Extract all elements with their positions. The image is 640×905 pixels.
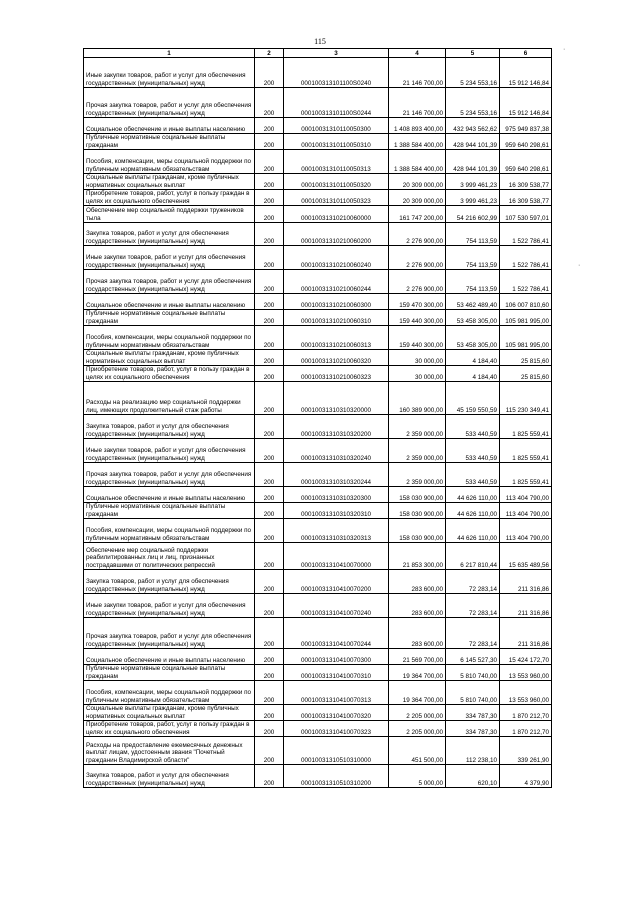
budget-classification-code-cell: 00010031310310320240 [284,439,389,463]
approved-amount-cell: 20 309 000,00 [389,190,446,206]
unexecuted-amount-cell: 105 981 995,00 [500,310,552,326]
line-code-cell: 200 [255,463,284,487]
table-row [84,350,552,366]
table-row [84,190,552,206]
expense-name-cell: Социальное обеспечение и иные выплаты населению [84,294,255,310]
expense-name-cell: Иные закупки товаров, работ и услуг для обеспечения государственных (муниципальных) нужд [84,594,255,618]
executed-amount-cell: 4 184,40 [446,350,500,366]
expense-name-cell: Публичные нормативные социальные выплаты гражданам [84,310,255,326]
budget-classification-code-cell: 00010031310410070320 [284,705,389,721]
executed-amount-cell: 533 440,59 [446,463,500,487]
budget-classification-code-cell: 00010031310510310200 [284,765,389,788]
page-number: 115 [314,37,326,46]
line-code-cell: 200 [255,519,284,543]
table-row [84,503,552,519]
budget-execution-table [83,48,552,788]
scan-mark: · [563,46,566,53]
expense-name-cell: Публичные нормативные социальные выплаты гражданам [84,665,255,681]
unexecuted-amount-cell: 959 640 298,61 [500,150,552,174]
expense-name-cell: Приобретение товаров, работ, услуг в пользу граждан в целях их социального обеспечения [84,366,255,382]
line-code-cell: 200 [255,326,284,350]
executed-amount-cell: 72 283,14 [446,570,500,594]
line-code-cell: 200 [255,88,284,118]
executed-amount-cell: 5 234 553,16 [446,88,500,118]
table-row [84,765,552,788]
executed-amount-cell: 754 113,59 [446,223,500,246]
unexecuted-amount-cell: 25 815,60 [500,350,552,366]
budget-classification-code-cell: 00010031310410070300 [284,649,389,665]
approved-amount-cell: 2 276 900,00 [389,246,446,270]
approved-amount-cell: 160 389 900,00 [389,382,446,415]
table-row [84,246,552,270]
unexecuted-amount-cell: 113 404 790,00 [500,519,552,543]
unexecuted-amount-cell: 339 261,90 [500,737,552,765]
budget-classification-code-cell: 00010031310410070244 [284,618,389,649]
executed-amount-cell: 72 283,14 [446,594,500,618]
expense-name-cell: Публичные нормативные социальные выплаты гражданам [84,134,255,150]
executed-amount-cell: 54 216 602,99 [446,206,500,223]
line-code-cell: 200 [255,570,284,594]
executed-amount-cell: 428 944 101,39 [446,134,500,150]
table-row [84,681,552,705]
expense-name-cell: Пособия, компенсации, меры социальной поддержки по публичным нормативным обязательствам [84,326,255,350]
expense-name-cell: Обеспечение мер социальной поддержки тружеников тыла [84,206,255,223]
executed-amount-cell: 112 238,10 [446,737,500,765]
table-row [84,58,552,88]
table-row [84,310,552,326]
line-code-cell: 200 [255,415,284,439]
table-row [84,118,552,134]
executed-amount-cell: 53 458 305,00 [446,310,500,326]
table-row [84,665,552,681]
approved-amount-cell: 1 408 893 400,00 [389,118,446,134]
unexecuted-amount-cell: 15 424 172,70 [500,649,552,665]
approved-amount-cell: 21 569 700,00 [389,649,446,665]
executed-amount-cell: 3 999 461,23 [446,190,500,206]
budget-classification-code-cell: 000100313101100S0240 [284,58,389,88]
table-row [84,366,552,382]
unexecuted-amount-cell: 1 522 786,41 [500,223,552,246]
expense-name-cell: Социальное обеспечение и иные выплаты населению [84,649,255,665]
approved-amount-cell: 19 364 700,00 [389,665,446,681]
executed-amount-cell: 44 626 110,00 [446,519,500,543]
executed-amount-cell: 533 440,59 [446,439,500,463]
table-row [84,294,552,310]
line-code-cell: 200 [255,721,284,737]
budget-classification-code-cell: 00010031310410070310 [284,665,389,681]
executed-amount-cell: 72 283,14 [446,618,500,649]
table-row [84,88,552,118]
expense-name-cell: Прочая закупка товаров, работ и услуг для обеспечения государственных (муниципальных) нужд [84,618,255,649]
table-row [84,737,552,765]
executed-amount-cell: 5 810 740,00 [446,681,500,705]
column-number: 5 [446,49,500,58]
budget-classification-code-cell: 00010031310410070000 [284,543,389,570]
line-code-cell: 200 [255,439,284,463]
unexecuted-amount-cell: 975 949 837,38 [500,118,552,134]
expense-name-cell: Публичные нормативные социальные выплаты гражданам [84,503,255,519]
unexecuted-amount-cell: 105 981 995,00 [500,326,552,350]
expense-name-cell: Социальное обеспечение и иные выплаты населению [84,487,255,503]
budget-classification-code-cell: 00010031310410070240 [284,594,389,618]
line-code-cell: 200 [255,382,284,415]
executed-amount-cell: 754 113,59 [446,246,500,270]
column-number: 6 [500,49,552,58]
budget-classification-code-cell: 00010031310210060320 [284,350,389,366]
expense-name-cell: Пособия, компенсации, меры социальной поддержки по публичным нормативным обязательствам [84,519,255,543]
budget-classification-code-cell: 00010031310110050310 [284,134,389,150]
unexecuted-amount-cell: 1 522 786,41 [500,246,552,270]
unexecuted-amount-cell: 1 825 559,41 [500,463,552,487]
budget-classification-code-cell: 00010031310210060000 [284,206,389,223]
approved-amount-cell: 30 000,00 [389,350,446,366]
executed-amount-cell: 620,10 [446,765,500,788]
line-code-cell: 200 [255,350,284,366]
line-code-cell: 200 [255,223,284,246]
unexecuted-amount-cell: 25 815,60 [500,366,552,382]
table-row [84,487,552,503]
approved-amount-cell: 159 440 300,00 [389,326,446,350]
approved-amount-cell: 283 600,00 [389,594,446,618]
line-code-cell: 200 [255,294,284,310]
unexecuted-amount-cell: 4 379,90 [500,765,552,788]
expense-name-cell: Прочая закупка товаров, работ и услуг для обеспечения государственных (муниципальных) нужд [84,463,255,487]
line-code-cell: 200 [255,503,284,519]
expense-name-cell: Иные закупки товаров, работ и услуг для обеспечения государственных (муниципальных) нужд [84,439,255,463]
approved-amount-cell: 2 359 000,00 [389,415,446,439]
budget-classification-code-cell: 00010031310310320300 [284,487,389,503]
unexecuted-amount-cell: 211 316,86 [500,618,552,649]
unexecuted-amount-cell: 16 309 538,77 [500,174,552,190]
expense-name-cell: Социальные выплаты гражданам, кроме публичных нормативных социальных выплат [84,174,255,190]
budget-classification-code-cell: 00010031310310320200 [284,415,389,439]
executed-amount-cell: 45 159 550,59 [446,382,500,415]
executed-amount-cell: 334 787,30 [446,721,500,737]
executed-amount-cell: 432 943 562,62 [446,118,500,134]
unexecuted-amount-cell: 211 316,86 [500,570,552,594]
executed-amount-cell: 6 217 810,44 [446,543,500,570]
budget-classification-code-cell: 00010031310310320310 [284,503,389,519]
expense-name-cell: Пособия, компенсации, меры социальной поддержки по публичным нормативным обязательствам [84,150,255,174]
executed-amount-cell: 6 145 527,30 [446,649,500,665]
line-code-cell: 200 [255,366,284,382]
executed-amount-cell: 3 999 461,23 [446,174,500,190]
approved-amount-cell: 2 205 000,00 [389,721,446,737]
budget-classification-code-cell: 00010031310110050323 [284,190,389,206]
line-code-cell: 200 [255,594,284,618]
executed-amount-cell: 44 626 110,00 [446,503,500,519]
budget-classification-code-cell: 00010031310210060300 [284,294,389,310]
expense-name-cell: Иные закупки товаров, работ и услуг для обеспечения государственных (муниципальных) нужд [84,246,255,270]
expense-name-cell: Социальное обеспечение и иные выплаты населению [84,118,255,134]
line-code-cell: 200 [255,174,284,190]
line-code-cell: 200 [255,665,284,681]
budget-classification-code-cell: 00010031310110050300 [284,118,389,134]
approved-amount-cell: 2 205 000,00 [389,705,446,721]
table-row [84,463,552,487]
budget-classification-code-cell: 00010031310310320313 [284,519,389,543]
unexecuted-amount-cell: 959 640 298,61 [500,134,552,150]
table-row [84,223,552,246]
column-number: 3 [284,49,389,58]
expense-name-cell: Расходы на реализацию мер социальной поддержки лиц, имеющих продолжительный стаж работы [84,382,255,415]
expense-name-cell: Закупка товаров, работ и услуг для обеспечения государственных (муниципальных) нужд [84,765,255,788]
line-code-cell: 200 [255,150,284,174]
approved-amount-cell: 21 146 700,00 [389,88,446,118]
expense-name-cell: Закупка товаров, работ и услуг для обеспечения государственных (муниципальных) нужд [84,570,255,594]
expense-name-cell: Закупка товаров, работ и услуг для обеспечения государственных (муниципальных) нужд [84,415,255,439]
unexecuted-amount-cell: 113 404 790,00 [500,503,552,519]
line-code-cell: 200 [255,118,284,134]
table-row [84,415,552,439]
line-code-cell: 200 [255,134,284,150]
executed-amount-cell: 44 626 110,00 [446,487,500,503]
budget-classification-code-cell: 00010031310310320000 [284,382,389,415]
expense-name-cell: Социальные выплаты гражданам, кроме публичных нормативных социальных выплат [84,350,255,366]
budget-classification-code-cell: 00010031310210060323 [284,366,389,382]
unexecuted-amount-cell: 115 230 349,41 [500,382,552,415]
column-number-row [84,49,552,58]
executed-amount-cell: 428 944 101,39 [446,150,500,174]
budget-classification-code-cell: 00010031310110050313 [284,150,389,174]
unexecuted-amount-cell: 1 825 559,41 [500,415,552,439]
expense-name-cell: Социальные выплаты гражданам, кроме публичных нормативных социальных выплат [84,705,255,721]
budget-classification-code-cell: 00010031310210060310 [284,310,389,326]
executed-amount-cell: 533 440,59 [446,415,500,439]
unexecuted-amount-cell: 15 912 146,84 [500,58,552,88]
expense-name-cell: Прочая закупка товаров, работ и услуг для обеспечения государственных (муниципальных) нужд [84,88,255,118]
unexecuted-amount-cell: 211 316,86 [500,594,552,618]
expense-name-cell: Приобретение товаров, работ, услуг в пользу граждан в целях их социального обеспечения [84,721,255,737]
approved-amount-cell: 19 364 700,00 [389,681,446,705]
unexecuted-amount-cell: 13 553 960,00 [500,665,552,681]
unexecuted-amount-cell: 1 870 212,70 [500,705,552,721]
executed-amount-cell: 53 458 305,00 [446,326,500,350]
approved-amount-cell: 159 440 300,00 [389,310,446,326]
line-code-cell: 200 [255,765,284,788]
approved-amount-cell: 451 500,00 [389,737,446,765]
executed-amount-cell: 53 462 489,40 [446,294,500,310]
table-row [84,174,552,190]
approved-amount-cell: 283 600,00 [389,618,446,649]
table-row [84,705,552,721]
approved-amount-cell: 158 030 900,00 [389,503,446,519]
unexecuted-amount-cell: 106 007 810,60 [500,294,552,310]
table-row [84,570,552,594]
line-code-cell: 200 [255,310,284,326]
table-row [84,618,552,649]
line-code-cell: 200 [255,487,284,503]
line-code-cell: 200 [255,649,284,665]
budget-classification-code-cell: 00010031310110050320 [284,174,389,190]
approved-amount-cell: 5 000,00 [389,765,446,788]
approved-amount-cell: 283 600,00 [389,570,446,594]
approved-amount-cell: 158 030 900,00 [389,519,446,543]
column-number: 2 [255,49,284,58]
approved-amount-cell: 158 030 900,00 [389,487,446,503]
table-row [84,134,552,150]
unexecuted-amount-cell: 1 825 559,41 [500,439,552,463]
executed-amount-cell: 5 234 553,16 [446,58,500,88]
approved-amount-cell: 2 276 900,00 [389,270,446,294]
budget-classification-code-cell: 00010031310310320244 [284,463,389,487]
approved-amount-cell: 2 359 000,00 [389,463,446,487]
budget-classification-code-cell: 00010031310210060240 [284,246,389,270]
scan-mark: · [578,262,581,269]
approved-amount-cell: 21 146 700,00 [389,58,446,88]
executed-amount-cell: 4 184,40 [446,366,500,382]
approved-amount-cell: 1 388 584 400,00 [389,134,446,150]
table-row [84,543,552,570]
table-row [84,519,552,543]
approved-amount-cell: 1 388 584 400,00 [389,150,446,174]
expense-name-cell: Иные закупки товаров, работ и услуг для обеспечения государственных (муниципальных) нужд [84,58,255,88]
budget-classification-code-cell: 00010031310410070323 [284,721,389,737]
approved-amount-cell: 21 853 300,00 [389,543,446,570]
executed-amount-cell: 5 810 740,00 [446,665,500,681]
line-code-cell: 200 [255,618,284,649]
line-code-cell: 200 [255,206,284,223]
unexecuted-amount-cell: 16 309 538,77 [500,190,552,206]
column-number: 4 [389,49,446,58]
line-code-cell: 200 [255,705,284,721]
table-row [84,206,552,223]
line-code-cell: 200 [255,58,284,88]
line-code-cell: 200 [255,270,284,294]
line-code-cell: 200 [255,246,284,270]
unexecuted-amount-cell: 15 635 489,56 [500,543,552,570]
table-row [84,721,552,737]
table-row [84,594,552,618]
table-row [84,326,552,350]
expense-name-cell: Приобретение товаров, работ, услуг в пользу граждан в целях их социального обеспечения [84,190,255,206]
unexecuted-amount-cell: 1 522 786,41 [500,270,552,294]
unexecuted-amount-cell: 113 404 790,00 [500,487,552,503]
budget-classification-code-cell: 00010031310210060244 [284,270,389,294]
table-row [84,150,552,174]
unexecuted-amount-cell: 13 553 960,00 [500,681,552,705]
approved-amount-cell: 2 276 900,00 [389,223,446,246]
line-code-cell: 200 [255,190,284,206]
column-number: 1 [84,49,255,58]
expense-name-cell: Расходы на предоставление ежемесячных денежных выплат лицам, удостоенным звания "Почетный гражданин Владимирской области" [84,737,255,765]
budget-classification-code-cell: 00010031310210060200 [284,223,389,246]
unexecuted-amount-cell: 107 530 597,01 [500,206,552,223]
approved-amount-cell: 30 000,00 [389,366,446,382]
expense-name-cell: Прочая закупка товаров, работ и услуг для обеспечения государственных (муниципальных) нужд [84,270,255,294]
line-code-cell: 200 [255,737,284,765]
approved-amount-cell: 20 309 000,00 [389,174,446,190]
line-code-cell: 200 [255,681,284,705]
table-row [84,270,552,294]
approved-amount-cell: 159 470 300,00 [389,294,446,310]
executed-amount-cell: 334 787,30 [446,705,500,721]
unexecuted-amount-cell: 1 870 212,70 [500,721,552,737]
budget-classification-code-cell: 00010031310210060313 [284,326,389,350]
table-row [84,649,552,665]
line-code-cell: 200 [255,543,284,570]
budget-classification-code-cell: 00010031310510310000 [284,737,389,765]
executed-amount-cell: 754 113,59 [446,270,500,294]
expense-name-cell: Обеспечение мер социальной поддержки реабилитированных лиц и лиц, признанных пострадавшими от политических репрессий [84,543,255,570]
expense-name-cell: Закупка товаров, работ и услуг для обеспечения государственных (муниципальных) нужд [84,223,255,246]
budget-classification-code-cell: 000100313101100S0244 [284,88,389,118]
table-row [84,382,552,415]
unexecuted-amount-cell: 15 912 146,84 [500,88,552,118]
expense-name-cell: Пособия, компенсации, меры социальной поддержки по публичным нормативным обязательствам [84,681,255,705]
budget-classification-code-cell: 00010031310410070200 [284,570,389,594]
approved-amount-cell: 2 359 000,00 [389,439,446,463]
approved-amount-cell: 161 747 200,00 [389,206,446,223]
budget-classification-code-cell: 00010031310410070313 [284,681,389,705]
table-row [84,439,552,463]
